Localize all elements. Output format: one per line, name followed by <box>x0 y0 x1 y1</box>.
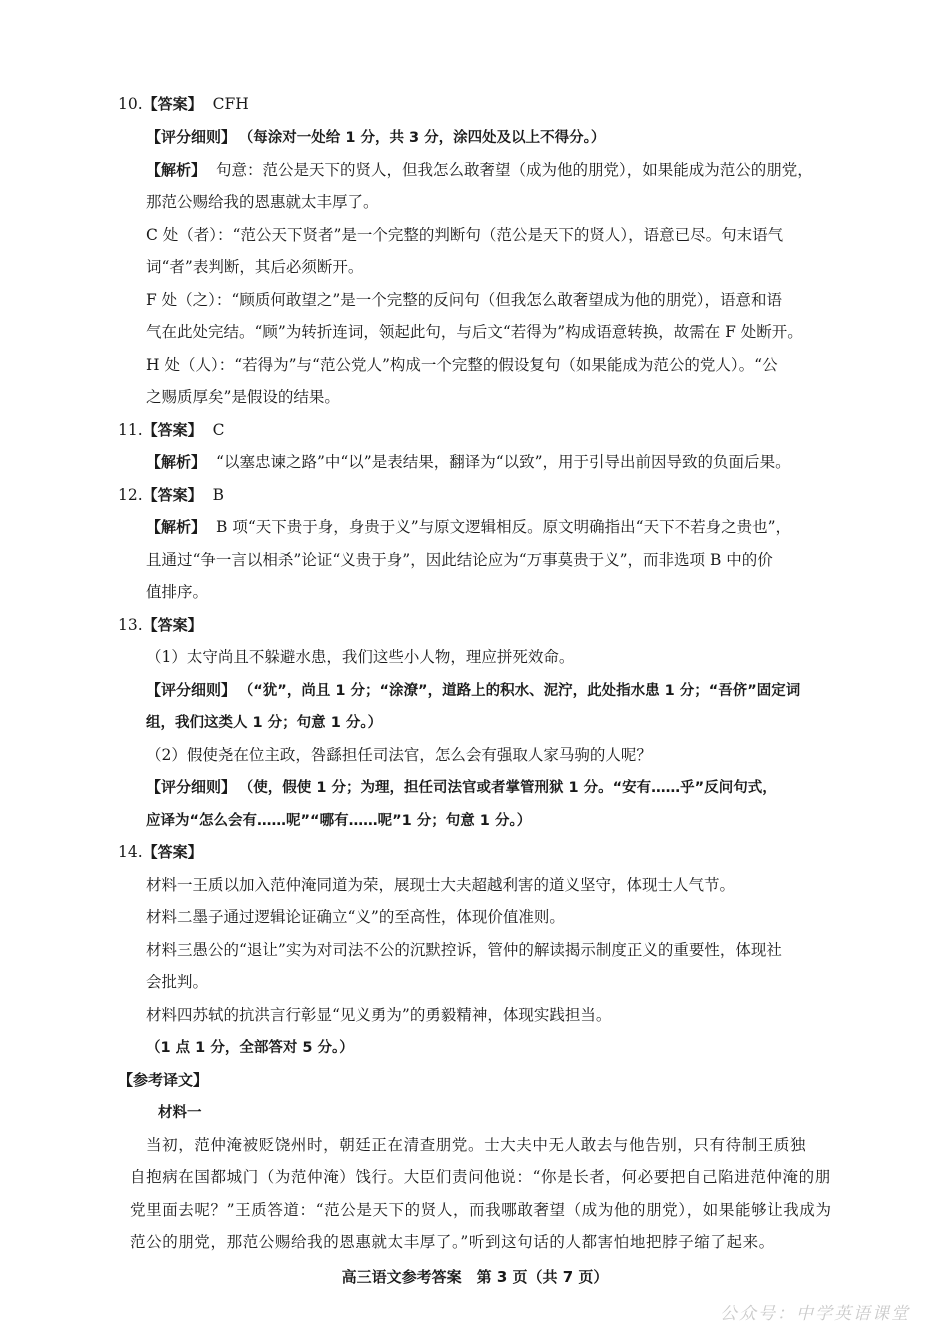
q13-answer-line <box>118 615 213 635</box>
analysis-tag: 【解析】 <box>146 453 207 471</box>
rubric-text: 应译为“怎么会有……呢”“哪有……呢”1 分；句意 1 分。） <box>146 813 532 829</box>
q14-material-1: 材料一王质以加入范仲淹同道为荣，展现士大夫超越利害的道义坚守，体现士人气节。 <box>146 876 736 894</box>
question-number: 13. <box>118 616 143 634</box>
question-number: 14. <box>118 843 143 861</box>
q14-score-note <box>146 1037 354 1058</box>
q12-answer-line <box>118 485 224 505</box>
q12-analysis-line <box>146 517 791 537</box>
watermark: 公众号：中学英语课堂 <box>720 1304 910 1324</box>
q10-rubric-line <box>146 127 605 148</box>
q13-rubric-2-line-2 <box>146 810 531 831</box>
answer-tag: 【答案】 <box>142 616 203 634</box>
q13-rubric-1-line <box>146 680 800 701</box>
translation-material-label <box>158 1102 202 1123</box>
rubric-text: （每涂对一处给 1 分，共 3 分，涂四处及以上不得分。） <box>246 130 606 146</box>
q10-point-c-line-2: 词“者”表判断，其后必须断开。 <box>146 258 364 276</box>
analysis-tag: 【解析】 <box>146 161 207 179</box>
q13-rubric-1-line-2 <box>146 712 382 733</box>
q12-analysis-line-3: 值排序。 <box>146 583 209 601</box>
answer-tag: 【答案】 <box>142 843 203 861</box>
q10-analysis-line-2: 那范公赐给我的恩惠就太丰厚了。 <box>146 193 379 211</box>
analysis-text: “以塞忠谏之路”中“以”是表结果，翻译为“以致”，用于引导出前因导致的负面后果。 <box>216 453 791 471</box>
q10-point-c-line-1: C 处（者）：“范公天下贤者”是一个完整的判断句（范公是天下的贤人），语意已尽。句末语气 <box>146 226 784 244</box>
q10-point-f-line-2: 气在此处完结。“顾”为转折连词，领起此句，与后文“若得为”构成语意转换，故需在 F 处断开。 <box>146 323 803 341</box>
rubric-text: （“犹”，尚且 1 分；“涂潦”，道路上的积水、泥泞，此处指水患 1 分；“吾侪”固定词 <box>246 683 801 699</box>
q11-answer-line <box>118 420 225 440</box>
translation-tag: 【参考译文】 <box>118 1071 209 1089</box>
q10-point-h-line-1: H 处（人）：“若得为”与“范公党人”构成一个完整的假设复句（如果能成为范公的党人）。“公 <box>146 356 778 374</box>
q10-point-f-line-1: F 处（之）：“顾质何敢望之”是一个完整的反问句（但我怎么敢奢望成为他的朋党），语意和语 <box>146 291 783 309</box>
page-footer: 高三语文参考答案 第 3 页（共 7 页） <box>341 1268 609 1286</box>
rubric-text: 组，我们这类人 1 分；句意 1 分。） <box>146 715 383 731</box>
answer-tag: 【答案】 <box>142 95 203 113</box>
score-note-text: （1 点 1 分，全部答对 5 分。） <box>146 1040 354 1056</box>
q12-analysis-line-2: 且通过“争一言以相杀”论证“义贵于身”，因此结论应为“万事莫贵于义”，而非选项 B 中的价 <box>146 551 773 569</box>
q14-answer-line <box>118 842 213 862</box>
rubric-tag: 【评分细则】 <box>146 128 237 146</box>
answer-tag: 【答案】 <box>142 486 203 504</box>
answer-text: B <box>212 486 225 504</box>
q10-analysis-line <box>146 160 813 180</box>
reference-translation-heading <box>118 1070 218 1090</box>
q13-answer-1: （1）太守尚且不躲避水患，我们这些小人物，理应拼死效命。 <box>146 648 575 666</box>
q13-answer-2: （2）假使尧在位主政，咎繇担任司法官，怎么会有强取人家马驹的人呢？ <box>146 746 652 764</box>
q14-material-2: 材料二墨子通过逻辑论证确立“义”的至高性，体现价值准则。 <box>146 908 565 926</box>
answer-tag: 【答案】 <box>142 421 203 439</box>
q10-answer-line <box>118 94 249 114</box>
material-label: 材料一 <box>158 1105 202 1121</box>
translation-paragraph-line-4: 范公的朋党，那范公赐给我的恩惠就太丰厚了。”听到这句话的人都害怕地把脖子缩了起来。 <box>130 1233 775 1251</box>
q13-rubric-2-line <box>146 777 777 798</box>
translation-paragraph-line-1: 当初，范仲淹被贬饶州时，朝廷正在清查朋党。士大夫中无人敢去与他告别，只有待制王质独 <box>146 1136 807 1154</box>
analysis-tag: 【解析】 <box>146 518 207 536</box>
question-number: 10. <box>118 95 143 113</box>
q14-material-3-line-2: 会批判。 <box>146 973 209 991</box>
question-number: 11. <box>118 421 143 439</box>
analysis-text: B 项“天下贵于身，身贵于义”与原文逻辑相反。原文明确指出“天下不若身之贵也”， <box>216 518 792 536</box>
answer-text: C <box>212 421 225 439</box>
translation-paragraph-line-3: 党里面去呢？”王质答道：“范公是天下的贤人，而我哪敢奢望（成为他的朋党），如果能够让我成为 <box>130 1201 832 1219</box>
analysis-text: 句意：范公是天下的贤人，但我怎么敢奢望（成为他的朋党），如果能成为范公的朋党， <box>216 161 813 179</box>
question-number: 12. <box>118 486 143 504</box>
q14-material-3-line-1: 材料三愚公的“退让”实为对司法不公的沉默控诉，管仲的解读揭示制度正义的重要性，体现社 <box>146 941 782 959</box>
q14-material-4: 材料四苏轼的抗洪言行彰显“见义勇为”的勇毅精神，体现实践担当。 <box>146 1006 612 1024</box>
rubric-tag: 【评分细则】 <box>146 778 237 796</box>
q11-analysis-line <box>146 452 791 472</box>
q10-point-h-line-2: 之赐质厚矣”是假设的结果。 <box>146 388 340 406</box>
rubric-tag: 【评分细则】 <box>146 681 237 699</box>
translation-paragraph-line-2: 自抱病在国都城门（为范仲淹）饯行。大臣们责问他说：“你是长者，何必要把自己陷进范仲淹的朋 <box>130 1168 831 1186</box>
answer-text: CFH <box>212 95 249 113</box>
rubric-text: （使，假使 1 分；为理，担任司法官或者掌管刑狱 1 分。“安有……乎”反问句式， <box>246 780 777 796</box>
